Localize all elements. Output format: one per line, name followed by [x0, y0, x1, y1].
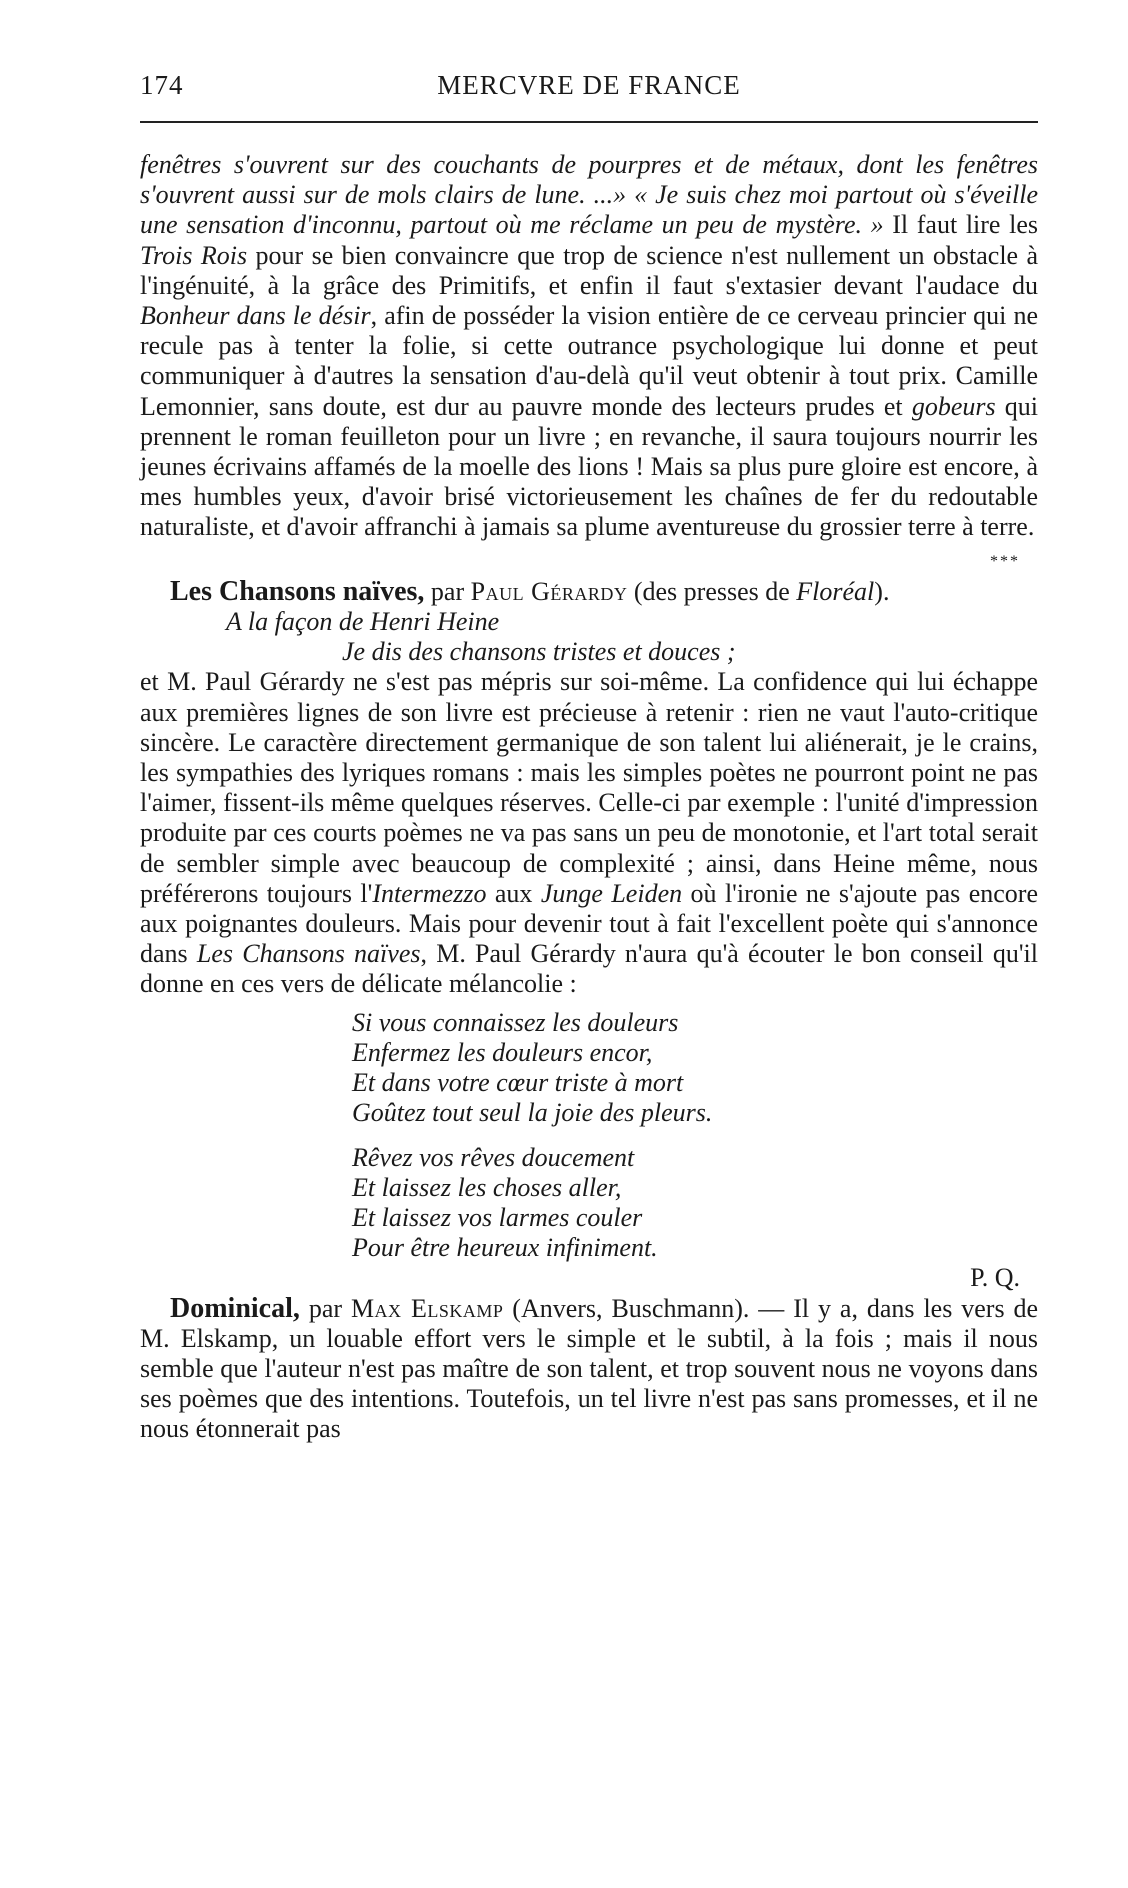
verse-line: Enfermez les douleurs encor,: [352, 1037, 653, 1067]
book-title: Intermezzo: [372, 878, 487, 908]
text-span: par: [430, 576, 465, 606]
running-head: MERCVRE DE FRANCE: [437, 70, 741, 100]
header-rule: [140, 121, 1038, 123]
page-number: 174: [140, 70, 184, 100]
text-span: (Anvers, Buschmann). —: [512, 1293, 785, 1323]
book-title: Bonheur dans le désir: [140, 301, 371, 331]
text-span: et M. Paul Gérardy ne s'est pas mépris sur soi-même. La confidence qui lui échappe aux premières lignes de son livre est précieuse à retenir : rien ne vaut l'auto-critique sincère. Le caractère directement germanique de son talent lui aliénerait, je le crains, les sympathies des lyriques romans : mais les simples poètes ne pourront point ne pas l'aimer, fissent-ils même quelques réserves. Celle-ci par exemple : l'unité d'impression produite par ces courts poèmes ne va pas sans un peu de monotonie, et l'art total serait de sembler simple avec beaucoup de complexité ; ainsi, dans Heine même, nous préférerons toujours l': [140, 667, 1038, 908]
review-author: Paul Gérardy: [470, 576, 628, 606]
verse-line: Si vous connaissez les douleurs: [352, 1007, 679, 1037]
text-span: pour se bien convaincre que trop de science n'est nullement un obstacle à l'ingénuité, à la grâce des Primitifs, et enfin il faut s'extasier devant l'audace du: [140, 240, 1039, 300]
section-stars: [140, 543, 1038, 577]
review-title: Les Chansons naïves,: [170, 575, 425, 607]
quoted-passage: fenêtres s'ouvrent sur des couchants de pourpres et de métaux, dont les fenêtres s'ouvrent aussi sur de mols clairs de lune. ...» « Je suis chez moi partout où s'éveille une sensation d'inconnu, partout où me réclame un peu de mystère. »: [140, 150, 1038, 240]
verse-line: Et laissez les choses aller,: [352, 1172, 622, 1202]
reviewer-signature: P. Q.: [970, 1263, 1020, 1293]
paragraph-lemonnier: [140, 150, 1038, 543]
verse-line: Goûtez tout seul la joie des pleurs.: [352, 1098, 713, 1128]
text-span: où l'ironie ne s'ajoute pas encore aux poignantes douleurs. Mais pour devenir tout à fait l'excellent poète qui s'annonce dans: [140, 878, 1038, 969]
text-span: , M. Paul Gérardy n'aura qu'à écouter le bon conseil qu'il donne en ces vers de délicate mélancolie :: [140, 939, 1038, 999]
verse-line: Rêvez vos rêves doucement: [352, 1142, 635, 1172]
text-span: , afin de posséder la vision entière de ce cerveau princier qui ne recule pas à tenter la folie, si cette outrance psychologique lui donne et peut communiquer à d'autres la sensation d'au-delà qu'il veut obtenir à tout prix. Camille Lemonnier, sans doute, est dur au pauvre monde des lecteurs prudes et: [140, 301, 1039, 421]
paragraph-dominical: [140, 1294, 1038, 1445]
text-span: ).: [874, 576, 890, 606]
text-span: Il faut lire les: [892, 210, 1038, 240]
text-span: Il y a, dans les vers de M. Elskamp, un louable effort vers le simple et le subtil, à la fois ; mais il nous semble que l'auteur n'est pas maître de son talent, et trop souvent nous ne voyons dans ses poèmes que des intentions. Toutefois, un tel livre n'est pas sans promesses, et il ne nous étonnerait pas: [140, 1293, 1039, 1444]
text-span: par: [308, 1293, 343, 1323]
page-header: [140, 70, 1038, 108]
review-title: Dominical,: [170, 1292, 300, 1324]
book-title: Les Chansons naïves: [196, 939, 421, 969]
epigraph-line: Je dis des chansons tristes et douces ;: [342, 637, 736, 667]
publisher-title: Floréal: [796, 576, 875, 606]
verse-line: Et laissez vos larmes couler: [352, 1202, 643, 1232]
page-body: [140, 150, 1038, 1445]
paragraph-gerardy: [140, 667, 1038, 999]
epigraph-line: A la façon de Henri Heine: [226, 607, 500, 637]
verse-line: Pour être heureux infiniment.: [352, 1233, 658, 1263]
text-span: (des presses de: [633, 576, 790, 606]
text-span: aux: [494, 878, 533, 908]
book-title: Junge Leiden: [540, 878, 683, 908]
text-span: qui prennent le roman feuilleton pour un livre ; en revanche, il saura toujours nourrir les jeunes écrivains affamés de la moelle des lions ! Mais sa plus pure gloire est encore, à mes humbles yeux, d'avoir brisé victorieusement les chaînes de fer du redoutable naturaliste, et d'avoir affranchi à jamais sa plume aventureuse du grossier terre à terre.: [140, 391, 1039, 542]
review-author: Max Elskamp: [350, 1293, 504, 1323]
review-heading-chansons: [140, 577, 1038, 607]
stars-separator: ***: [990, 552, 1020, 570]
book-title: Trois Rois: [140, 240, 248, 270]
italic-word: gobeurs: [911, 391, 996, 421]
verse-line: Et dans votre cœur triste à mort: [352, 1068, 684, 1098]
